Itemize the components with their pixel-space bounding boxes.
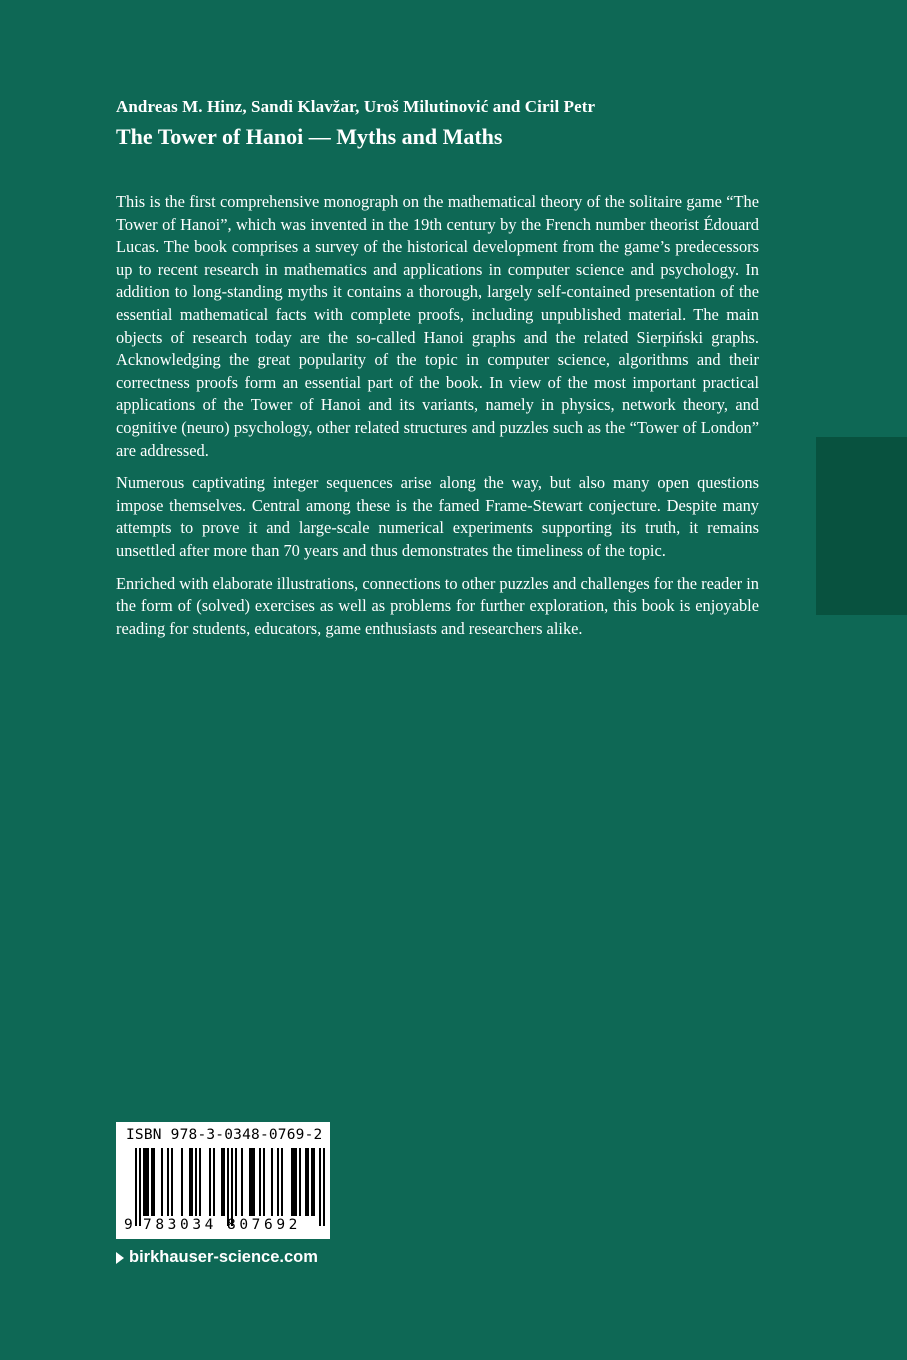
blurb (116, 191, 759, 650)
barcode-bar (231, 1148, 233, 1226)
barcode-bar (143, 1148, 149, 1216)
barcode-bar (305, 1148, 309, 1216)
barcode-bar (151, 1148, 155, 1216)
barcode-bar (181, 1148, 183, 1216)
barcode-bar (311, 1148, 315, 1216)
publisher-url: birkhauser-science.com (129, 1248, 318, 1266)
barcode-digits (116, 1217, 330, 1235)
isbn-barcode (116, 1122, 330, 1239)
barcode-bar (221, 1148, 225, 1216)
barcode-bar (227, 1148, 229, 1226)
barcode-bar (209, 1148, 211, 1216)
barcode-bar (199, 1148, 201, 1216)
barcode-bar (171, 1148, 173, 1216)
arrow-right-icon (116, 1252, 124, 1264)
side-color-band (816, 437, 907, 615)
barcode-bar (241, 1148, 243, 1216)
authors-line: Andreas M. Hinz, Sandi Klavžar, Uroš Milutinović and Ciril Petr (116, 97, 596, 116)
blurb-paragraph-1: This is the first comprehensive monograph on the mathematical theory of the solitaire game “The Tower of Hanoi”, which was invented in the 19th century by the French number theorist Édouard Lucas. The book comprises a survey of the historical development from the game’s predecessors up to recent research in mathematics and applications in computer science and psychology. In addition to long-standing myths it contains a thorough, largely self-contained presentation of the essential mathematical facts with complete proofs, including unpublished material. The main objects of research today are the so-called Hanoi graphs and the related Sierpiński graphs. Acknowledging the great popularity of the topic in computer science, algorithms and their correctness proofs form an essential part of the book. In view of the most important practical applications of the Tower of Hanoi and its variants, namely in physics, network theory, and cognitive (neuro) psychology, other related structures and puzzles such as the “Tower of London” are addressed. (116, 192, 759, 460)
barcode-bar (281, 1148, 283, 1216)
barcode-right-digits: 807692 (227, 1217, 301, 1233)
barcode-bar (259, 1148, 261, 1216)
barcode-bar (189, 1148, 193, 1216)
book-title: The Tower of Hanoi — Myths and Maths (116, 124, 503, 149)
barcode-first-digit: 9 (124, 1217, 133, 1233)
barcode-bar (213, 1148, 215, 1216)
barcode-bar (135, 1148, 137, 1226)
barcode-bar (323, 1148, 325, 1226)
barcode-bar (271, 1148, 273, 1216)
barcode-bar (291, 1148, 297, 1216)
barcode-bar (139, 1148, 141, 1226)
blurb-paragraph-3: Enriched with elaborate illustrations, connections to other puzzles and challenges for the reader in the form of (solved) exercises as well as problems for further exploration, this book is enjoyable reading for students, educators, game enthusiasts and researchers alike. (116, 573, 759, 638)
publisher-link[interactable] (116, 1248, 318, 1267)
barcode-bar (277, 1148, 279, 1216)
barcode-bar (235, 1148, 237, 1216)
isbn-label: ISBN 978-3-0348-0769-2 (126, 1127, 323, 1143)
barcode-bar (161, 1148, 163, 1216)
barcode-bar (299, 1148, 301, 1216)
barcode-bar (167, 1148, 169, 1216)
barcode-bar (195, 1148, 197, 1216)
barcode-bar (319, 1148, 321, 1226)
barcode-bar (263, 1148, 265, 1216)
barcode-bar (249, 1148, 255, 1216)
blurb-paragraph-2: Numerous captivating integer sequences arise along the way, but also many open questions impose themselves. Central among these is the famed Frame-Stewart conjecture. Despite many attempts to prove it and large-scale numerical experiments supporting its truth, it remains unsettled after more than 70 years and thus demonstrates the timeliness of the topic. (116, 473, 759, 560)
barcode-left-digits: 783034 (143, 1217, 217, 1233)
